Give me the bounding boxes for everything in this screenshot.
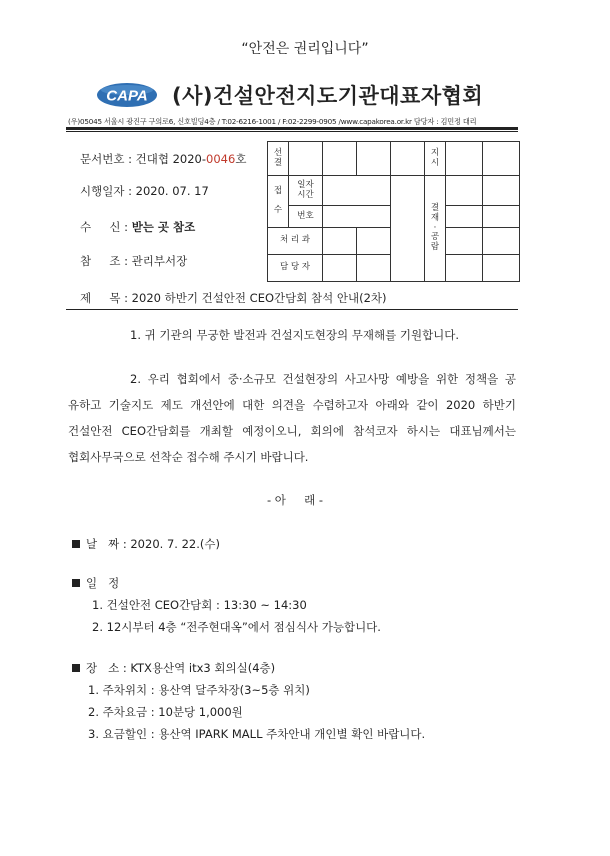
paragraph-2-line-2: 유하고 기술지도 제도 개선안에 대한 의견을 수렴하고자 아래와 같이 2020 하반기	[68, 398, 516, 412]
schedule-item-2: 2. 12시부터 4층 “전주현대옥”에서 점심식사 가능합니다.	[92, 620, 381, 634]
approval-gyeoljae-gongram: 결 재 · 공 람	[425, 176, 446, 282]
header-rule	[66, 127, 518, 130]
approval-beonho: 번호	[289, 206, 323, 228]
approval-cheoriga: 처 리 과	[268, 228, 323, 255]
paragraph-1: 1. 귀 기관의 무궁한 발전과 건설지도현장의 무재해를 기원합니다.	[130, 328, 460, 342]
place-item-3: 3. 요금할인 : 용산역 IPARK MALL 주차안내 개인별 확인 바랍니다.	[88, 727, 426, 741]
recipient: 수 신 : 받는 곳 참조	[80, 220, 196, 234]
approval-table	[267, 141, 520, 282]
org-name: (사)건설안전지도기관대표자협회	[172, 84, 484, 108]
section-date: 날 짜 : 2020. 7. 22.(수)	[72, 531, 220, 557]
header-rule-thin	[66, 131, 518, 132]
place-item-1: 1. 주차위치 : 용산역 달주차장(3~5층 위치)	[88, 683, 310, 697]
section-schedule: 일 정	[72, 570, 119, 596]
place-item-2: 2. 주차요금 : 10분당 1,000원	[88, 705, 243, 719]
approval-damdangja: 담 당 자	[268, 255, 323, 282]
approval-jisi: 지 시	[425, 142, 446, 176]
schedule-item-1: 1. 건설안전 CEO간담회 : 13:30 ~ 14:30	[92, 598, 307, 612]
paragraph-2-line-4: 협회사무국으로 선착순 접수해 주시기 바랍니다.	[68, 450, 309, 464]
below-heading: - 아 래 -	[266, 493, 324, 507]
subject: 제 목 : 2020 하반기 건설안전 CEO간담회 참석 안내(2차)	[80, 291, 387, 305]
slogan: “안전은 권리입니다”	[241, 41, 369, 57]
reference: 참 조 : 관리부서장	[80, 254, 188, 268]
paragraph-2-line-3: 건설안전 CEO간담회를 개최할 예정이오니, 회의에 참석코자 하시는 대표님께서는	[68, 424, 516, 438]
approval-seongyeol: 선 결	[268, 142, 289, 176]
section-place: 장 소 : KTX용산역 itx3 회의실(4층)	[72, 655, 275, 681]
logo-text: CAPA	[106, 87, 148, 105]
approval-ilja-sigan: 일자 시간	[289, 176, 323, 206]
approval-jeopsu: 접 수	[268, 176, 289, 228]
capa-logo	[96, 82, 158, 108]
doc-number: 문서번호 : 건대협 2020-0046호	[80, 152, 247, 166]
square-bullet-icon	[72, 540, 80, 548]
paragraph-2-line-1: 2. 우리 협회에서 중·소규모 건설현장의 사고사망 예방을 위한 정책을 공	[130, 372, 516, 386]
square-bullet-icon	[72, 579, 80, 587]
issue-date: 시행일자 : 2020. 07. 17	[80, 184, 209, 198]
square-bullet-icon	[72, 664, 80, 672]
org-address: (우)05045 서울시 광진구 구의로6, 신호빌딩4층 / T:02-6216-1001 / F:02-2299-0905 /www.capakorea.or.kr 담당자 : 김민정 대리	[68, 117, 477, 126]
subject-rule	[66, 309, 518, 310]
